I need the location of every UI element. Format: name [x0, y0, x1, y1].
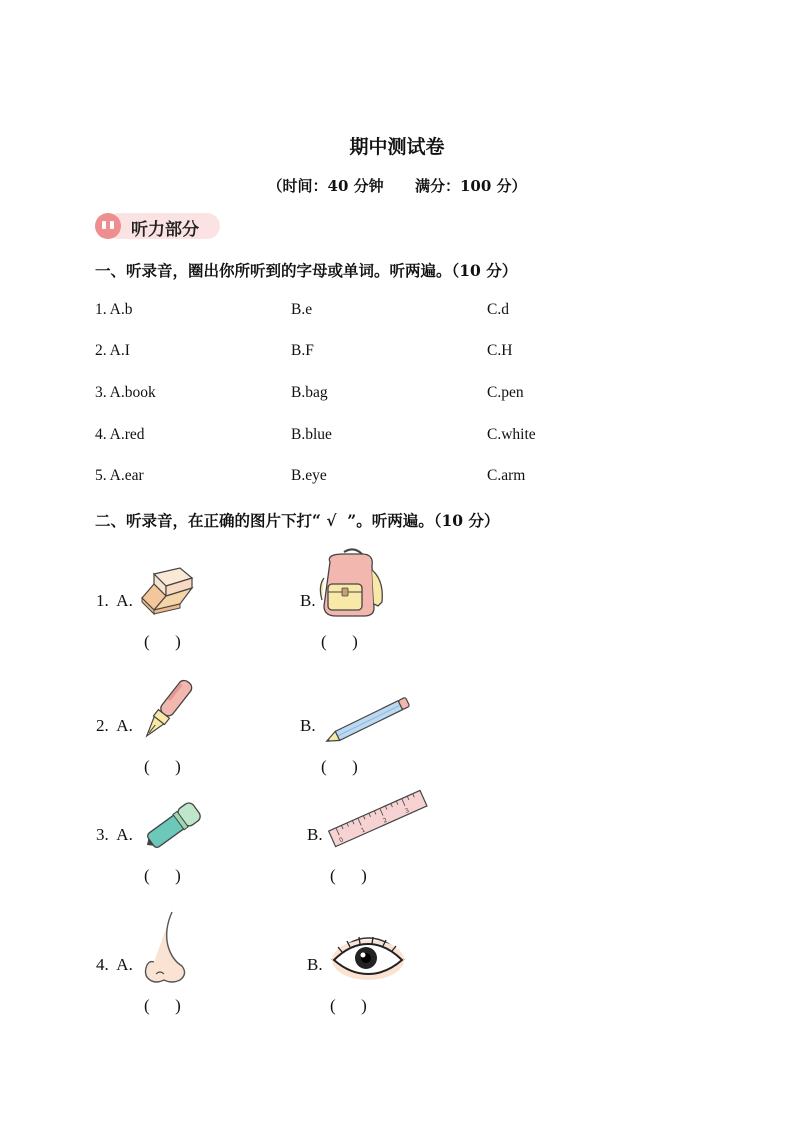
option-a-text: A.I — [109, 342, 130, 359]
option-b[interactable]: B.eye — [291, 467, 327, 484]
question-number: 3. — [95, 384, 107, 401]
answer-blank[interactable]: ( ) — [144, 757, 181, 776]
option-a[interactable] — [95, 426, 145, 444]
option-a-text: A.red — [109, 426, 145, 443]
question-label-a: 1. A. — [96, 591, 133, 610]
backpack-icon[interactable] — [316, 548, 386, 620]
question-number: 1. — [95, 301, 107, 318]
exam-info: （时间：40 分钟 满分：100 分） — [267, 177, 527, 195]
question-number: 2. — [95, 342, 107, 359]
svg-text:3: 3 — [403, 806, 411, 815]
question-label-a: 3. A. — [96, 825, 133, 844]
svg-text:1: 1 — [360, 826, 367, 835]
answer-blank[interactable]: ( ) — [330, 996, 367, 1015]
svg-text:2: 2 — [382, 816, 389, 825]
fountain-pen-icon[interactable] — [138, 673, 196, 747]
section-badge — [95, 211, 220, 241]
answer-blank[interactable]: ( ) — [144, 632, 181, 651]
option-c[interactable]: C.d — [487, 301, 509, 318]
question-label-a: 2. A. — [96, 716, 133, 735]
question-label-a: 4. A. — [96, 955, 133, 974]
option-b[interactable]: B.blue — [291, 426, 332, 443]
option-c[interactable]: C.pen — [487, 384, 524, 401]
svg-text:0: 0 — [338, 836, 345, 845]
answer-blank[interactable]: ( ) — [321, 757, 358, 776]
option-b[interactable]: B.F — [291, 342, 314, 359]
option-c[interactable]: C.arm — [487, 467, 526, 484]
question-number: 4. — [95, 426, 107, 443]
pencil-icon[interactable] — [318, 696, 418, 746]
option-a-text: A.book — [109, 384, 156, 401]
headphone-icon — [95, 213, 121, 239]
part2-heading: 二、听录音，在正确的图片下打“ √ ”。听两遍。（10 分） — [95, 511, 500, 530]
marker-pen-icon[interactable] — [140, 795, 208, 857]
option-b[interactable]: B.e — [291, 301, 313, 318]
option-c[interactable]: C.H — [487, 342, 513, 359]
ruler-icon[interactable] — [326, 788, 430, 850]
question-label-b: B. — [307, 825, 323, 844]
option-a[interactable] — [95, 301, 132, 319]
answer-blank[interactable]: ( ) — [144, 996, 181, 1015]
option-a-text: A.b — [109, 301, 133, 318]
option-a[interactable] — [95, 342, 130, 360]
page-title: 期中测试卷 — [349, 136, 445, 158]
option-a-text: A.ear — [109, 467, 144, 484]
nose-icon[interactable] — [142, 910, 190, 986]
option-c[interactable]: C.white — [487, 426, 536, 443]
part1-heading: 一、听录音，圈出你所听到的字母或单词。听两遍。（10 分） — [95, 261, 518, 280]
answer-blank[interactable]: ( ) — [144, 866, 181, 885]
answer-blank[interactable]: ( ) — [321, 632, 358, 651]
eye-icon[interactable] — [328, 930, 406, 982]
option-a[interactable] — [95, 467, 144, 485]
question-label-b: B. — [300, 716, 316, 735]
question-label-b: B. — [300, 591, 316, 610]
question-label-b: B. — [307, 955, 323, 974]
question-number: 5. — [95, 467, 107, 484]
eraser-icon[interactable] — [140, 564, 196, 618]
answer-blank[interactable]: ( ) — [330, 866, 367, 885]
section-badge-label: 听力部分 — [131, 220, 199, 240]
option-b[interactable]: B.bag — [291, 384, 328, 401]
option-a[interactable] — [95, 384, 156, 402]
